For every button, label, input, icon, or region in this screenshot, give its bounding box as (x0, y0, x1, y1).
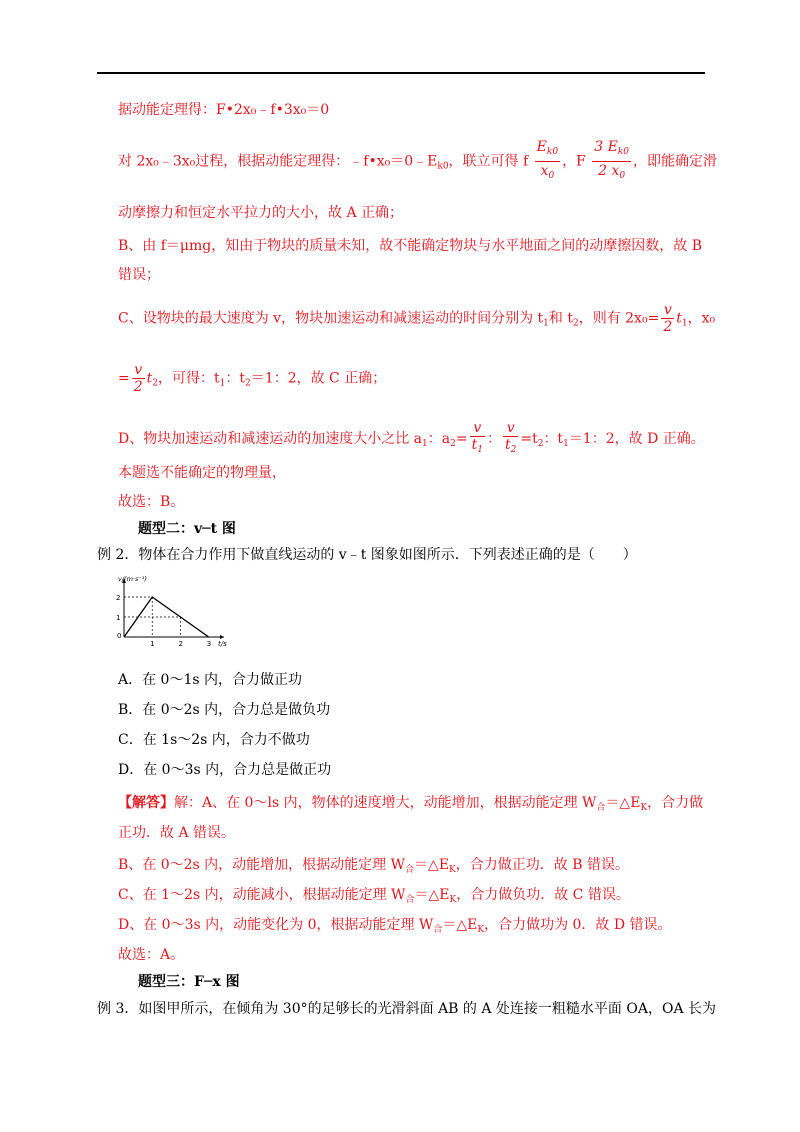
y-axis-label: v/(m·s⁻¹) (118, 575, 147, 583)
text-line-7: = $\frac{v}{2}$ $t_2$，可得：$t_1$：$t_2=1$：2，故 C 正确； (118, 362, 387, 395)
y-tick-label-2: 2 (116, 594, 121, 602)
answer-line-2: 正功．故 A 错误。 (118, 825, 236, 841)
section-heading-3: 题型三：F─x 图 (138, 974, 240, 990)
option-d: D．在 0～3s 内，合力总是做正功 (118, 762, 332, 778)
option-a: A．在 0～1s 内，合力做正功 (118, 672, 303, 688)
option-c: C．在 1s～2s 内，合力不做功 (118, 732, 310, 748)
answer-selection: 故选：A。 (118, 947, 185, 963)
x-axis-label: t/s (218, 640, 227, 648)
answer-line-d: D、在 0～3s 内，动能变化为 0，根据动能定理 $W_合=\triangle E_K$，合力做功为 0．故 D 错误。 (118, 917, 672, 935)
text-line-1: 据动能定理得：F•2x₀﹣f•3x₀＝0 (118, 102, 330, 118)
text-line-5: 错误； (118, 267, 160, 283)
text-line-2: 对 2x₀﹣3x₀过程，根据动能定理得：$﹣f•x_0=0﹣E_{k0}$，联立可得 f $\frac{E_{k0}}{x_0}$ ，F $\frac{3 E_{k0}}{2 x_0}$ ，即能确定滑 (118, 138, 717, 185)
header-rule (97, 72, 705, 74)
x-axis-arrow (220, 635, 224, 639)
text-line-4: B、由 f＝μmg，知由于物块的质量未知，故不能确定物块与水平地面之间的动摩擦因数，故 B (118, 238, 702, 254)
example-3-question: 例 3．如图甲所示，在倾角为 30°的足够长的光滑斜面 AB 的 A 处连接一粗糙水平面 OA，OA 长为 (97, 1001, 717, 1017)
vt-chart (112, 575, 232, 655)
y-tick-label-1: 1 (116, 614, 121, 622)
fraction-f: $\frac{E_{k0}}{x_0}$ (536, 139, 559, 181)
text-line-8: D、物块加速运动和减速运动的加速度大小之比 $a_1$：$a_2=$ $\frac{v}{t_1}$ ： $\frac{v}{t_2}$ $=t_2$：$t_1=1$：2，故 D 正确。 (118, 420, 705, 455)
x-tick-label-2: 2 (178, 640, 183, 648)
example-2-question: 例 2．物体在合力作用下做直线运动的 v﹣t 图象如图所示．下列表述正确的是（ ） (97, 547, 637, 563)
option-b: B．在 0～2s 内，合力总是做负功 (118, 702, 331, 718)
text-line-10: 故选：B。 (118, 494, 185, 510)
fraction-F: $\frac{3 E_{k0}}{2 x_0}$ (594, 139, 629, 181)
x-tick-label-1: 1 (150, 640, 155, 648)
text-line-9: 本题选不能确定的物理量， (118, 465, 286, 481)
answer-line-b: B、在 0～2s 内，动能增加，根据动能定理 $W_合=\triangle E_K$，合力做正功．故 B 错误。 (118, 857, 629, 875)
text-line-3: 动摩擦力和恒定水平拉力的大小，故 A 正确； (118, 205, 404, 221)
text-line-6: C、设物块的最大速度为 v，物块加速运动和减速运动的时间分别为 $t_1$和 $t_2$，则有 2x₀= $\frac{v}{2}$ $t_1$，x₀ (118, 302, 716, 335)
answer-line-c: C、在 1～2s 内，动能减小，根据动能定理 $W_合=\triangle E_K$，合力做负功．故 C 错误。 (118, 887, 630, 905)
x-tick-label-3: 3 (206, 640, 212, 648)
answer-line-1: 【解答】解：A、在 0～ls 内，物体的速度增大，动能增加，根据动能定理 $W_合=\triangle E_K$，合力做 (118, 795, 704, 813)
x-tick-label-0: 0 (117, 632, 122, 640)
section-heading-2: 题型二：v─t 图 (138, 521, 236, 537)
